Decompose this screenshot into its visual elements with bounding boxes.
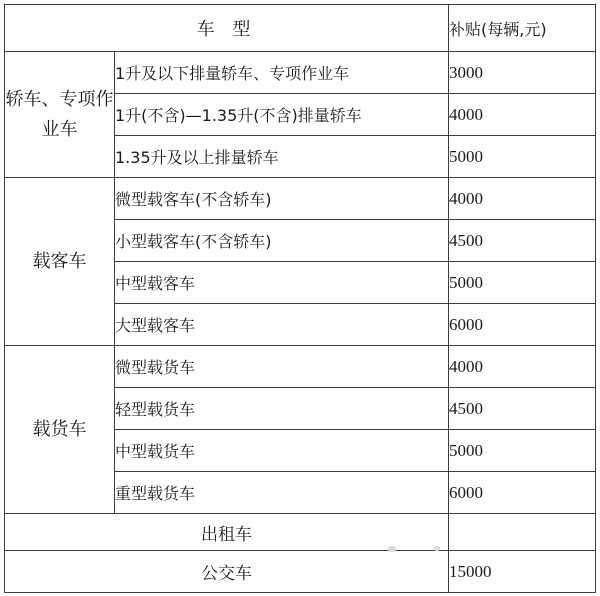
item-label: 微型载客车(不含轿车): [115, 178, 449, 220]
item-label: 重型载货车: [115, 472, 449, 514]
group-freight: 载货车: [5, 346, 115, 514]
row-taxi-label: 出租车: [5, 514, 449, 551]
item-value: 6000: [449, 472, 596, 514]
item-value: 4500: [449, 388, 596, 430]
item-value: 4500: [449, 220, 596, 262]
item-value: 5000: [449, 136, 596, 178]
item-label: 小型载客车(不含轿车): [115, 220, 449, 262]
table-row: [5, 346, 596, 388]
item-label: 大型载客车: [115, 304, 449, 346]
subsidy-table: [4, 4, 596, 593]
header-subsidy: 补贴(每辆,元): [449, 5, 596, 52]
item-label: 1升及以下排量轿车、专项作业车: [115, 52, 449, 94]
item-value: 4000: [449, 346, 596, 388]
item-value: 6000: [449, 304, 596, 346]
item-label: 1升(不含)—1.35升(不含)排量轿车: [115, 94, 449, 136]
item-label: 轻型载货车: [115, 388, 449, 430]
item-label: 微型载货车: [115, 346, 449, 388]
item-label: 中型载客车: [115, 262, 449, 304]
header-row: [5, 5, 596, 52]
group-sedan: 轿车、专项作业车: [5, 52, 115, 178]
header-vehicle-type: 车 型: [5, 5, 449, 52]
item-value: 4000: [449, 94, 596, 136]
row-taxi-value: [449, 514, 596, 551]
item-value: 4000: [449, 178, 596, 220]
item-value: 5000: [449, 262, 596, 304]
scan-speck: [388, 546, 396, 552]
table-row: [5, 52, 596, 94]
table-row: [5, 551, 596, 593]
table-row: [5, 178, 596, 220]
row-bus-value: 15000: [449, 551, 596, 593]
item-value: 5000: [449, 430, 596, 472]
group-passenger: 载客车: [5, 178, 115, 346]
scan-speck: [434, 546, 440, 551]
item-value: 3000: [449, 52, 596, 94]
table-row: [5, 514, 596, 551]
row-bus-label: 公交车: [5, 551, 449, 593]
item-label: 1.35升及以上排量轿车: [115, 136, 449, 178]
item-label: 中型载货车: [115, 430, 449, 472]
